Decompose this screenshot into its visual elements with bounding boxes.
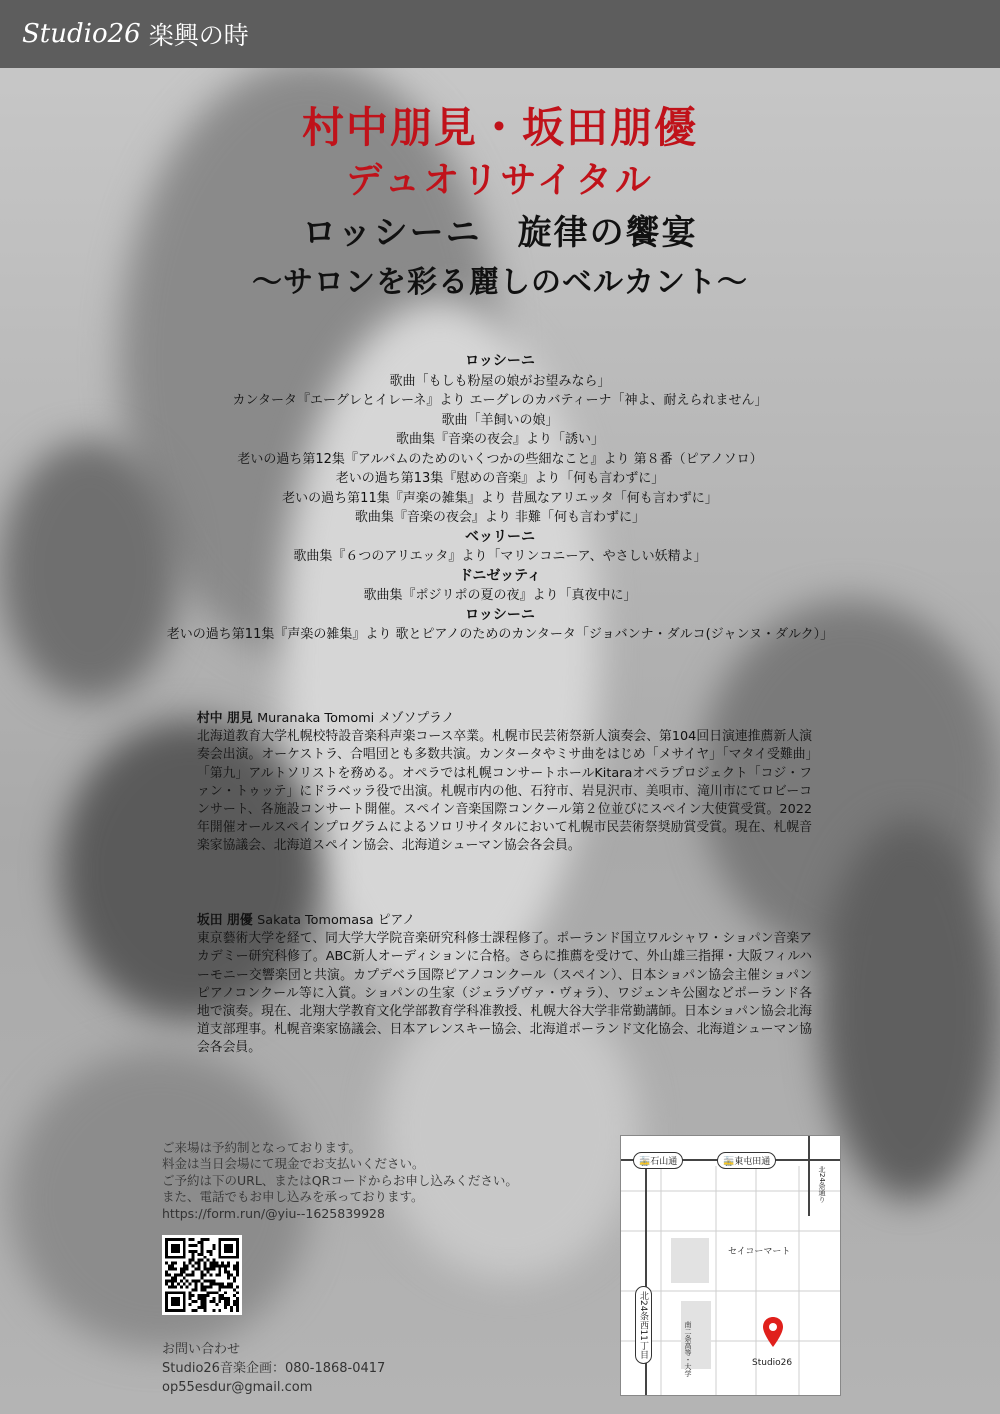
map-label-street: 北24条西11丁目 xyxy=(635,1286,652,1364)
program-item: 老いの過ち第11集『声楽の雑集』より 昔風なアリエッタ「何も言わずに」 xyxy=(282,490,718,506)
performers-title: 村中朋見・坂田朋優 xyxy=(301,103,698,152)
info-line: ご来場は予約制となっております。 xyxy=(162,1140,362,1155)
program-item: 歌曲「羊飼いの娘」 xyxy=(441,412,559,428)
bio-name: 坂田 朋優 xyxy=(197,913,253,928)
contact-heading: お問い合わせ xyxy=(162,1342,241,1357)
info-line: また、電話でもお申し込みを承っております。 xyxy=(162,1189,424,1205)
bio-sakata xyxy=(197,912,812,1058)
program-item: 老いの過ち第13集『慰めの音楽』より「何も言わずに」 xyxy=(335,471,665,486)
map-label-venue: Studio26 xyxy=(752,1358,793,1368)
qr-code[interactable] xyxy=(162,1235,242,1315)
contact-email[interactable]: op55esdur@gmail.com xyxy=(162,1380,313,1395)
program-list xyxy=(0,352,1000,645)
train-icon: 🚋 xyxy=(639,1157,651,1167)
reservation-info xyxy=(162,1140,518,1222)
map-roads xyxy=(621,1136,840,1395)
contact-block xyxy=(162,1340,385,1397)
bio-text: 東京藝術大学を経て、同大学大学院音楽研究科修士課程修了。ポーランド国立ワルシャワ・ショパン音楽アカデミー研究科修了。ABC新人オーディションに合格。さらに推薦を受けて、外山雄三指揮・大阪フィルハーモニー交響楽団と共演。カプデベラ国際ピアノコンクール（スペイン）、日本ショパン協会主催ショパンピアノコンクール等に入賞。ショパンの生家（ジェラゾヴァ・ヴォラ）、ワジェンキ公園などポーランド各地で演奏。現在、北翔大学教育文化学部教育学科准教授、札幌大谷大学非常勤講師。日本ショパン協会北海道支部理事。札幌音楽家協議会、日本アレンスキー協会、北海道ポーランド文化協会、北海道シューマン協会各会員。 xyxy=(197,931,812,1056)
station-tag-ishiyama: 🚋石山通 xyxy=(633,1152,683,1169)
composer-heading: ロッシーニ xyxy=(465,353,535,369)
map-label-side-street: 北24条通り xyxy=(818,1166,826,1203)
bio-muranaka xyxy=(197,710,812,856)
program-item: 歌曲集『６つのアリエッタ』より「マリンコニーア、やさしい妖精よ」 xyxy=(293,549,707,564)
info-line: ご予約は下のURL、またはQRコードからお申し込みください。 xyxy=(162,1172,518,1188)
program-item: 歌曲集『音楽の夜会』より「誘い」 xyxy=(395,432,604,447)
contact-phone[interactable]: Studio26音楽企画：080-1868-0417 xyxy=(162,1361,386,1376)
event-title: デュオリサイタル xyxy=(346,160,654,201)
bio-name: 村中 朋見 xyxy=(197,711,253,726)
brand-logo: Studio26 xyxy=(22,19,141,49)
composer-heading: ドニゼッティ xyxy=(458,567,542,584)
map-label-school: 南二条高等・大学 xyxy=(684,1321,692,1377)
map-label-seicomart: セイコーマート xyxy=(728,1247,791,1257)
program-item: 老いの過ち第11集『声楽の雑集』より 歌とピアノのためのカンタータ「ジョバンナ・ダルコ(ジャンヌ・ダルク）」 xyxy=(166,627,834,642)
program-item: 歌曲集『ポジリポの夏の夜』より「真夜中に」 xyxy=(363,588,637,603)
location-pin-icon xyxy=(762,1316,784,1348)
header-bar xyxy=(0,0,1000,68)
program-item: 老いの過ち第12集『アルバムのためのいくつかの些細なこと』より 第８番（ピアノソロ） xyxy=(237,451,763,467)
composer-heading: ロッシーニ xyxy=(465,606,535,623)
main-subtitle: 〜サロンを彩る麗しのベルカント〜 xyxy=(252,265,748,300)
program-item: 歌曲「もしも粉屋の娘がお望みなら」 xyxy=(389,373,611,389)
info-line: 料金は当日会場にて現金でお支払いください。 xyxy=(162,1156,425,1172)
program-item: カンタータ『エーグレとイレーネ』より エーグレのカバティーナ「神よ、耐えられません」 xyxy=(232,393,768,408)
reservation-url[interactable]: https://form.run/@yiu--1625839928 xyxy=(162,1205,385,1221)
program-item: 歌曲集『音楽の夜会』より 非難「何も言わずに」 xyxy=(354,510,646,525)
bio-english-name: Muranaka Tomomi メゾソプラノ xyxy=(257,711,455,726)
main-title: ロッシーニ 旋律の饗宴 xyxy=(302,213,698,253)
composer-heading: ベッリーニ xyxy=(465,528,535,545)
station-tag-higashitonden: 🚋東屯田通 xyxy=(717,1152,776,1169)
header-subtitle: 楽興の時 xyxy=(148,21,249,50)
access-map xyxy=(620,1135,841,1396)
bio-text: 北海道教育大学札幌校特設音楽科声楽コース卒業。札幌市民芸術祭新人演奏会、第104回日演連推薦新人演奏会出演。オーケストラ、合唱団とも多数共演。カンタータやミサ曲をはじめ「メサイヤ」「マタイ受難曲」「第九」アルトソリストを務める。オペラでは札幌コンサートホールKitaraオペラプロジェクト「コジ・ファン・トゥッテ」にドラベッラ役で出演。札幌市内の他、石狩市、岩見沢市、美唄市、滝川市にてロビーコンサート、各施設コンサート開催。スペイン音楽国際コンクール第２位並びにスペイン大使賞受賞。2022年開催オールスペインプログラムによるソロリサイタルにおいて札幌市民芸術祭奨励賞受賞。現在、札幌音楽家協議会、北海道スペイン協会、北海道シューマン協会各会員。 xyxy=(197,729,813,854)
bio-english-name: Sakata Tomomasa ピアノ xyxy=(257,913,416,928)
train-icon: 🚋 xyxy=(723,1157,735,1167)
